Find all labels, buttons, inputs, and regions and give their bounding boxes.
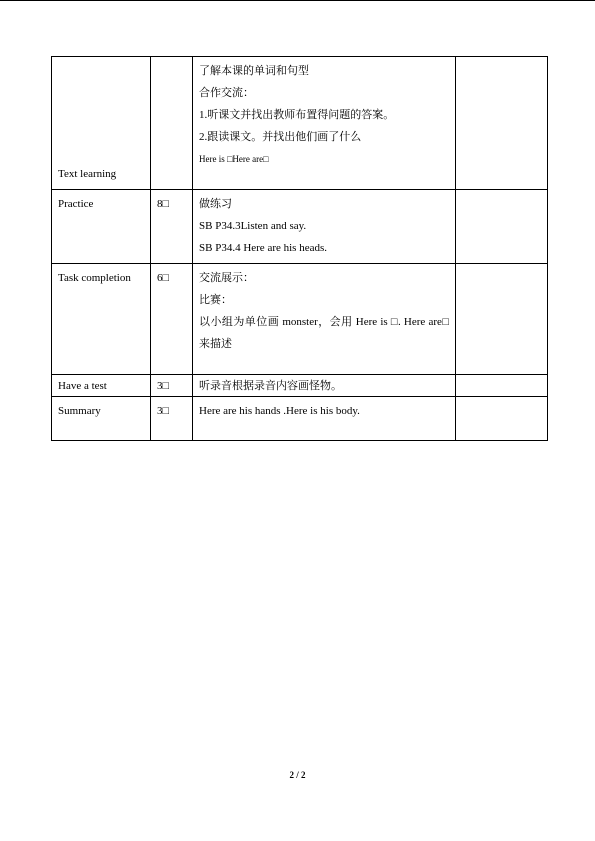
content-cell xyxy=(193,264,456,375)
note-cell xyxy=(456,375,548,397)
table-row xyxy=(52,397,548,441)
content-cell xyxy=(193,190,456,264)
note-cell xyxy=(456,264,548,375)
content-line: 做练习 xyxy=(199,198,232,210)
content-line: SB P34.3Listen and say. xyxy=(199,220,307,232)
page-number: 2 / 2 xyxy=(289,770,306,780)
time-cell: 8□ xyxy=(151,190,193,264)
content-line: 以小组为单位画 monster，会用 Here is □. Here are□来描述 xyxy=(199,316,449,350)
content-line: Here are his hands .Here is his body. xyxy=(199,405,360,417)
stage-cell: Have a test xyxy=(52,375,151,397)
stage-cell: Task completion xyxy=(52,264,151,375)
content-line: 合作交流： xyxy=(199,87,254,99)
content-cell xyxy=(193,375,456,397)
content-line: 2.跟读课文。并找出他们画了什么 xyxy=(199,131,362,143)
table-row xyxy=(52,190,548,264)
content-line: 1.听课文并找出教师布置得问题的答案。 xyxy=(199,109,395,121)
content-line: 了解本课的单词和句型 xyxy=(199,65,309,77)
stage-cell: Text learning xyxy=(52,57,151,190)
note-cell xyxy=(456,57,548,190)
stage-cell: Summary xyxy=(52,397,151,441)
stage-cell: Practice xyxy=(52,190,151,264)
content-line: 比赛： xyxy=(199,294,232,306)
content-line: Here is □Here are□ xyxy=(199,154,269,164)
content-cell xyxy=(193,57,456,190)
time-cell: 6□ xyxy=(151,264,193,375)
time-cell: 3□ xyxy=(151,375,193,397)
note-cell xyxy=(456,397,548,441)
content-line: 交流展示： xyxy=(199,272,254,284)
time-cell: 3□ xyxy=(151,397,193,441)
table-row xyxy=(52,375,548,397)
note-cell xyxy=(456,190,548,264)
lesson-plan-table xyxy=(51,56,548,441)
table-row xyxy=(52,264,548,375)
table-row xyxy=(52,57,548,190)
content-cell xyxy=(193,397,456,441)
content-line: SB P34.4 Here are his heads. xyxy=(199,242,328,254)
page-top-rule xyxy=(0,0,595,1)
time-cell xyxy=(151,57,193,190)
content-line: 听录音根据录音内容画怪物。 xyxy=(199,380,342,392)
